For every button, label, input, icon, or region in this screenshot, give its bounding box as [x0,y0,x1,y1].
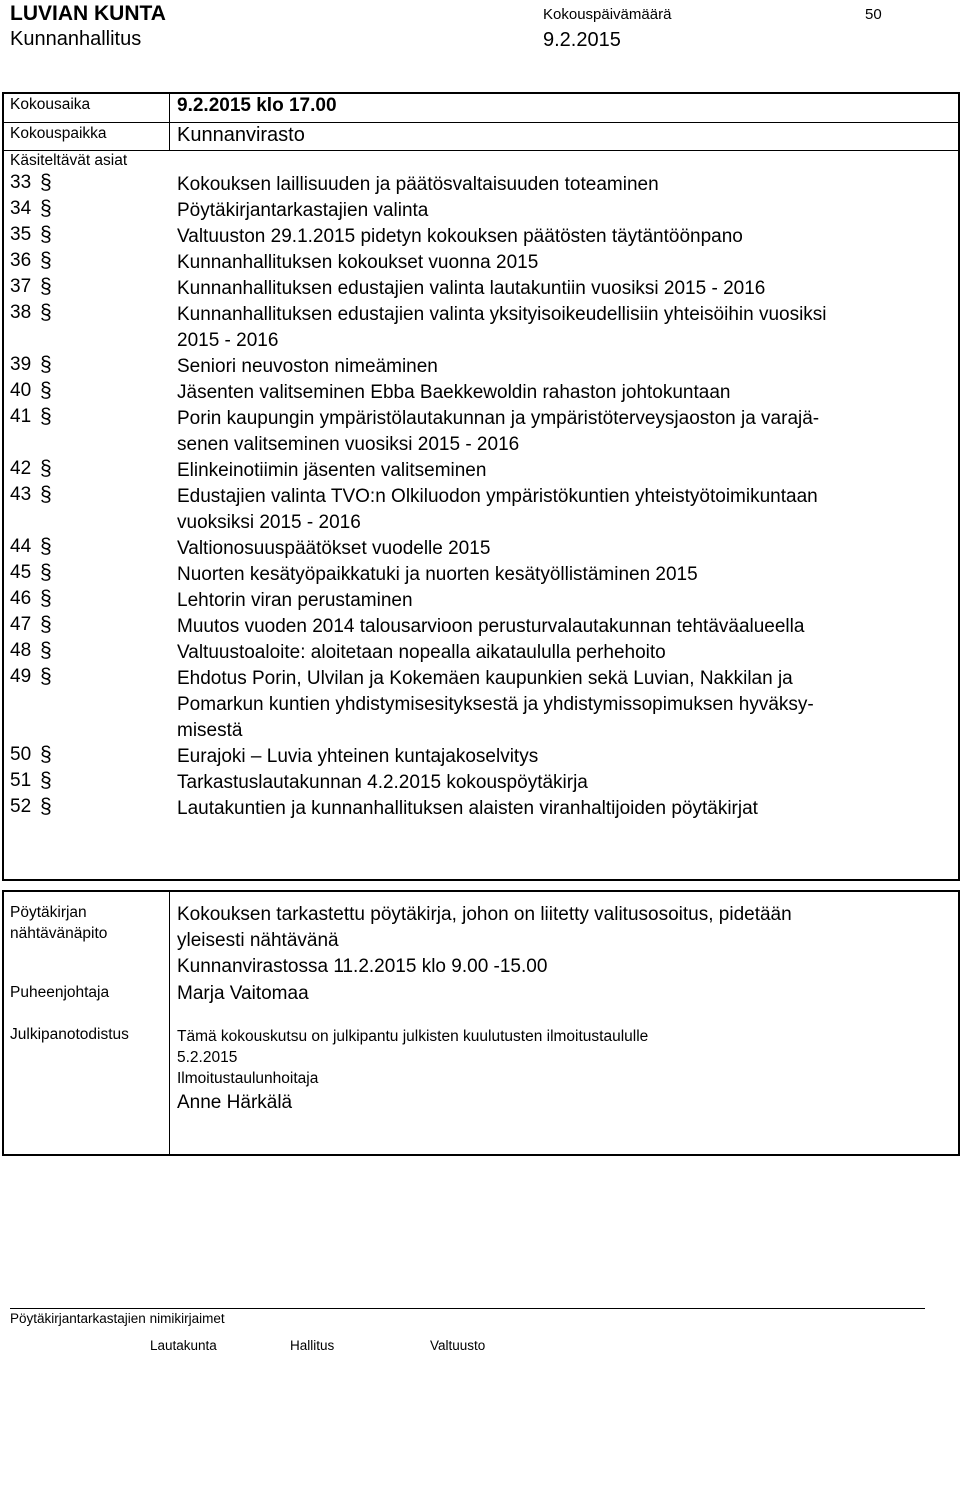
notice-box [2,890,960,1156]
certificate-text-1: Tämä kokouskutsu on julkipantu julkisten kuulutusten ilmoitustaululle [177,1028,649,1045]
display-label-1: Pöytäkirjan [10,904,87,921]
display-text-3: Kunnanvirastossa 11.2.2015 klo 9.00 -15.00 [177,956,548,977]
item-title: Elinkeinotiimin jäsenten valitseminen [177,460,487,481]
section-sign-icon: § [40,613,52,636]
item-number: 48 [10,640,32,661]
item-title: Tarkastuslautakunnan 4.2.2015 kokouspöytäkirja [177,772,588,793]
item-number: 47 [10,614,32,635]
agenda-items-label: Käsiteltävät asiat [10,152,128,169]
section-sign-icon: § [40,353,52,376]
section-sign-icon: § [40,639,52,662]
meeting-place-value: Kunnanvirasto [177,124,305,146]
item-title: Jäsenten valitseminen Ebba Baekkewoldin rahaston johtokuntaan [177,382,731,403]
chair-label: Puheenjohtaja [10,984,110,1001]
item-title: 2015 - 2016 [177,330,279,351]
meta-row-divider [4,150,958,151]
meeting-time-label: Kokousaika [10,96,91,113]
item-title: Ehdotus Porin, Ulvilan ja Kokemäen kaupunkien sekä Luvian, Nakkilan ja [177,668,793,689]
item-number: 51 [10,770,32,791]
item-title: Edustajien valinta TVO:n Olkiluodon ympäristökuntien yhteistyötoimikuntaan [177,486,818,507]
item-title: vuoksiksi 2015 - 2016 [177,512,361,533]
item-number: 39 [10,354,32,375]
certificate-name: Anne Härkälä [177,1092,293,1113]
section-sign-icon: § [40,457,52,480]
item-number: 49 [10,666,32,687]
signature-line [10,1308,925,1309]
display-label-2: nähtävänäpito [10,925,108,942]
section-sign-icon: § [40,535,52,558]
certificate-text-2: 5.2.2015 [177,1049,238,1066]
item-title: Lehtorin viran perustaminen [177,590,413,611]
section-sign-icon: § [40,223,52,246]
initials-label: Pöytäkirjantarkastajien nimikirjaimet [10,1311,225,1326]
section-sign-icon: § [40,483,52,506]
item-title: Seniori neuvoston nimeäminen [177,356,438,377]
initials-valtuusto: Valtuusto [430,1338,486,1353]
meeting-time-value: 9.2.2015 klo 17.00 [177,95,337,116]
notice-column-divider [169,892,170,1154]
item-title: Pomarkun kuntien yhdistymisesityksestä ja yhdistymissopimuksen hyväksy- [177,694,814,715]
item-title: Valtuustoaloite: aloitetaan nopealla aikataululla perhehoito [177,642,666,663]
section-sign-icon: § [40,665,52,688]
display-text-1: Kokouksen tarkastettu pöytäkirja, johon on liitetty valitusosoitus, pidetään [177,904,792,925]
item-title: Valtuuston 29.1.2015 pidetyn kokouksen päätösten täytäntöönpano [177,226,743,247]
display-text-2: yleisesti nähtävänä [177,930,339,951]
item-title: Kokouksen laillisuuden ja päätösvaltaisuuden toteaminen [177,174,659,195]
item-title: Nuorten kesätyöpaikkatuki ja nuorten kesätyöllistäminen 2015 [177,564,698,585]
item-number: 43 [10,484,32,505]
item-number: 52 [10,796,32,817]
item-title: senen valitseminen vuosiksi 2015 - 2016 [177,434,520,455]
item-number: 37 [10,276,32,297]
item-title: Kunnanhallituksen edustajien valinta lautakuntiin vuosiksi 2015 - 2016 [177,278,766,299]
item-number: 38 [10,302,32,323]
body-name: Kunnanhallitus [10,28,142,50]
section-sign-icon: § [40,769,52,792]
section-sign-icon: § [40,795,52,818]
section-sign-icon: § [40,587,52,610]
meeting-date: 9.2.2015 [543,29,621,51]
section-sign-icon: § [40,249,52,272]
item-number: 41 [10,406,32,427]
item-number: 45 [10,562,32,583]
item-number: 50 [10,744,32,765]
item-title: Kunnanhallituksen edustajien valinta yksityisoikeudellisiin yhteisöihin vuosiksi [177,304,827,325]
item-number: 46 [10,588,32,609]
certificate-label: Julkipanotodistus [10,1026,129,1043]
certificate-role: Ilmoitustaulunhoitaja [177,1070,319,1087]
item-number: 36 [10,250,32,271]
item-title: Muutos vuoden 2014 talousarvioon perusturvalautakunnan tehtäväalueella [177,616,805,637]
initials-hallitus: Hallitus [290,1338,335,1353]
section-sign-icon: § [40,275,52,298]
item-title: misestä [177,720,243,741]
meta-row-divider [4,122,958,123]
item-number: 44 [10,536,32,557]
section-sign-icon: § [40,301,52,324]
item-number: 40 [10,380,32,401]
organization-name: LUVIAN KUNTA [10,2,166,25]
item-number: 35 [10,224,32,245]
chair-name: Marja Vaitomaa [177,983,309,1004]
page-number: 50 [865,6,882,23]
meeting-place-label: Kokouspaikka [10,125,107,142]
section-sign-icon: § [40,197,52,220]
item-title: Porin kaupungin ympäristölautakunnan ja ympäristöterveysjaoston ja varajä- [177,408,820,429]
item-number: 42 [10,458,32,479]
meeting-date-label: Kokouspäivämäärä [543,6,672,23]
section-sign-icon: § [40,405,52,428]
item-title: Pöytäkirjantarkastajien valinta [177,200,429,221]
item-title: Eurajoki – Luvia yhteinen kuntajakoselvitys [177,746,539,767]
item-title: Kunnanhallituksen kokoukset vuonna 2015 [177,252,539,273]
section-sign-icon: § [40,379,52,402]
item-number: 34 [10,198,32,219]
section-sign-icon: § [40,743,52,766]
section-sign-icon: § [40,561,52,584]
item-title: Valtionosuuspäätökset vuodelle 2015 [177,538,491,559]
item-title: Lautakuntien ja kunnanhallituksen alaisten viranhaltijoiden pöytäkirjat [177,798,758,819]
initials-lautakunta: Lautakunta [150,1338,217,1353]
item-number: 33 [10,172,32,193]
section-sign-icon: § [40,171,52,194]
